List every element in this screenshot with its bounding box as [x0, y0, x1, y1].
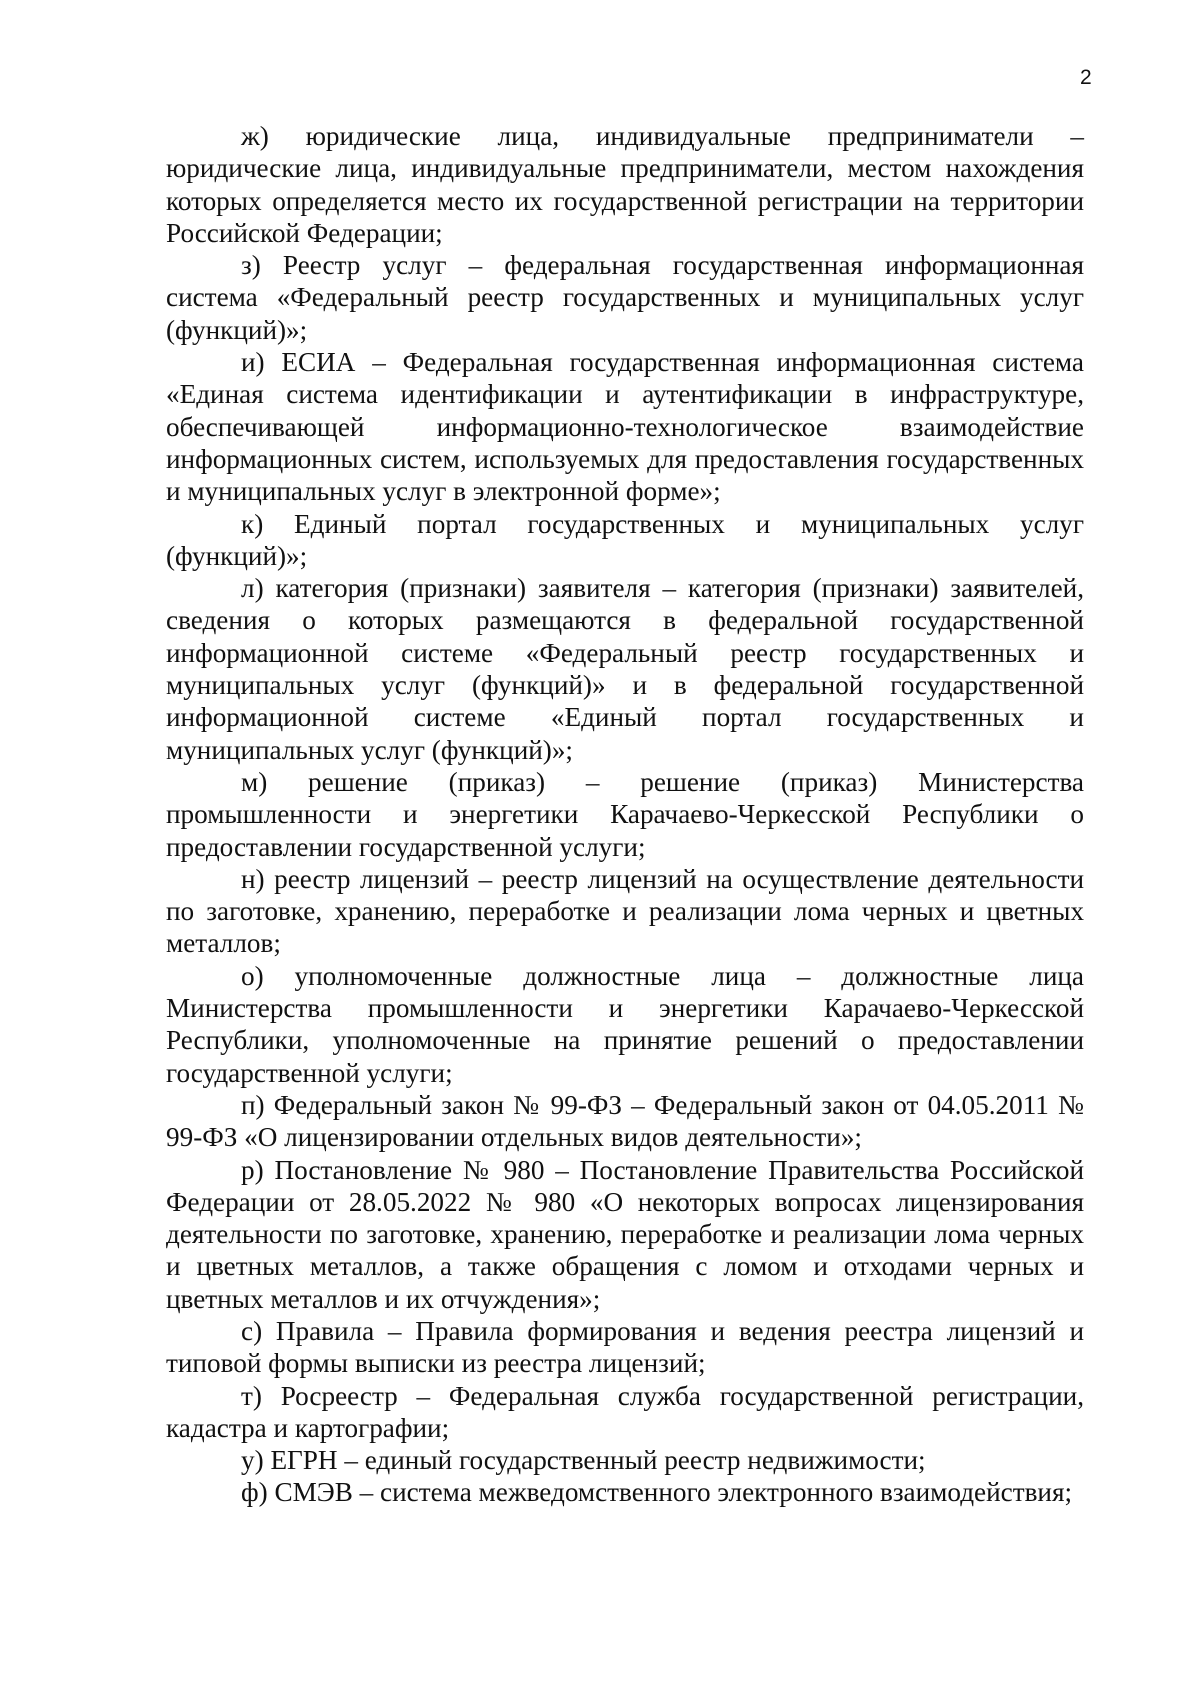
definition-paragraph-l: л) категория (признаки) заявителя – категория (признаки) заявителей, сведения о которых размещаются в федеральной государственной информационной системе «Федеральный реестр государственных и муниципальных услуг (функций)» и в федеральной государственной информационной системе «Единый портал государственных и муниципальных услуг (функций)»;: [166, 573, 1084, 765]
definition-paragraph-t: т) Росреестр – Федеральная служба государственной регистрации, кадастра и картографии;: [166, 1380, 1084, 1443]
definition-paragraph-n: н) реестр лицензий – реестр лицензий на осуществление деятельности по заготовке, хранению, переработке и реализации лома черных и цветных металлов;: [166, 863, 1084, 959]
definition-paragraph-z: з) Реестр услуг – федеральная государственная информационная система «Федеральный реестр государственных и муниципальных услуг (функций)»;: [166, 250, 1084, 345]
definition-paragraph-o: о) уполномоченные должностные лица – должностные лица Министерства промышленности и энергетики Карачаево-Черкесской Республики, уполномоченные на принятие решений о предоставлении государственной услуги;: [166, 960, 1084, 1088]
definition-paragraph-f: ф) СМЭВ – система межведомственного электронного взаимодействия;: [241, 1477, 1073, 1508]
definition-paragraph-r: р) Постановление № 980 – Постановление Правительства Российской Федерации от 28.05.2022 № 980 «О некоторых вопросах лицензирования деятельности по заготовке, хранению, переработке и реализации лома черных и цветных металлов, а также обращения с ломом и отходами черных и цветных металлов и их отчуждения»;: [166, 1154, 1084, 1314]
definition-paragraph-i: и) ЕСИА – Федеральная государственная информационная система «Единая система идентификации и аутентификации в инфраструктуре, обеспечивающей информационно-технологическое взаимодействие информационных систем, используемых для предоставления государственных и муниципальных услуг в электронной форме»;: [166, 347, 1084, 507]
document-body: [166, 120, 1084, 1509]
definition-paragraph-k: к) Единый портал государственных и муниципальных услуг (функций)»;: [166, 508, 1084, 571]
definition-paragraph-p: п) Федеральный закон № 99-ФЗ – Федеральный закон от 04.05.2011 № 99-ФЗ «О лицензировании отдельных видов деятельности»;: [166, 1089, 1084, 1153]
definition-paragraph-u: у) ЕГРН – единый государственный реестр недвижимости;: [241, 1445, 926, 1476]
definition-paragraph-s: с) Правила – Правила формирования и ведения реестра лицензий и типовой формы выписки из реестра лицензий;: [166, 1315, 1084, 1379]
definition-paragraph-m: м) решение (приказ) – решение (приказ) Министерства промышленности и энергетики Карачаево-Черкесской Республики о предоставлении государственной услуги;: [166, 766, 1084, 862]
page-number: 2: [1080, 66, 1092, 89]
definition-paragraph-zh: ж) юридические лица, индивидуальные предприниматели – юридические лица, индивидуальные предприниматели, местом нахождения которых определяется место их государственной регистрации на территории Российской Федерации;: [166, 121, 1084, 248]
